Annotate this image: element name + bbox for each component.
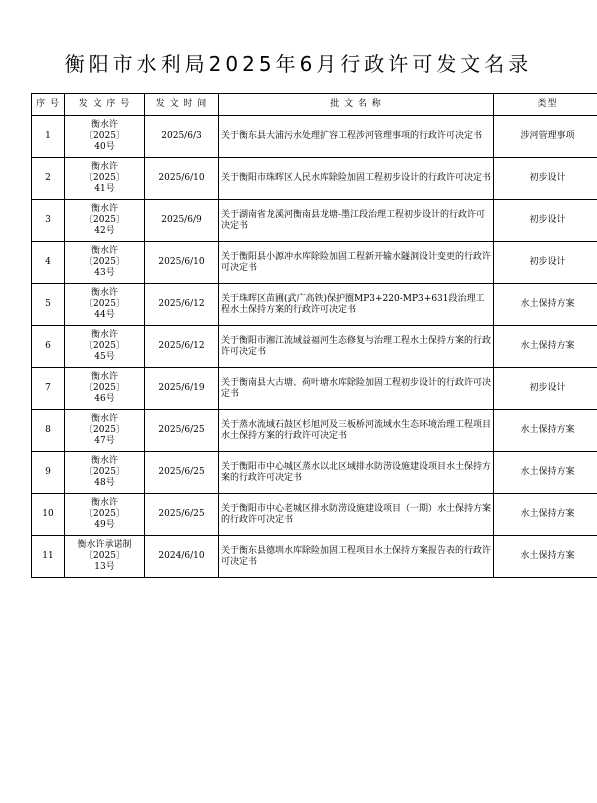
cell-type: 涉河管理事项 — [494, 116, 597, 158]
cell-seq: 7 — [32, 368, 65, 410]
table-row — [32, 242, 597, 284]
cell-doc-number: 衡水许 〔2025〕 40号 — [65, 116, 145, 158]
cell-doc-number: 衡水许 〔2025〕 43号 — [65, 242, 145, 284]
cell-type: 初步设计 — [494, 368, 597, 410]
cell-issue-date: 2025/6/10 — [145, 158, 219, 200]
cell-type: 水土保持方案 — [494, 284, 597, 326]
cell-document-name: 关于衡阳市中心老城区排水防涝设施建设项目（一期）水土保持方案的行政许可决定书 — [219, 494, 494, 536]
cell-document-name: 关于衡阳市湘江流域益福河生态修复与治理工程水土保持方案的行政许可决定书 — [219, 326, 494, 368]
table-row — [32, 116, 597, 158]
cell-seq: 4 — [32, 242, 65, 284]
cell-seq: 8 — [32, 410, 65, 452]
cell-doc-number: 衡水许 〔2025〕 46号 — [65, 368, 145, 410]
cell-document-name: 关于衡阳市珠晖区人民水库除险加固工程初步设计的行政许可决定书 — [219, 158, 494, 200]
cell-type: 水土保持方案 — [494, 410, 597, 452]
cell-doc-number: 衡水许 〔2025〕 47号 — [65, 410, 145, 452]
cell-seq: 11 — [32, 536, 65, 578]
cell-document-name: 关于衡南县大古塘、荷叶塘水库除险加固工程初步设计的行政许可决定书 — [219, 368, 494, 410]
cell-doc-number: 衡水许 〔2025〕 41号 — [65, 158, 145, 200]
cell-doc-number: 衡水许 〔2025〕 42号 — [65, 200, 145, 242]
header-seq: 序 号 — [32, 94, 65, 116]
table-row — [32, 410, 597, 452]
cell-doc-number: 衡水许 〔2025〕 44号 — [65, 284, 145, 326]
cell-issue-date: 2025/6/19 — [145, 368, 219, 410]
table-row — [32, 200, 597, 242]
cell-issue-date: 2025/6/12 — [145, 284, 219, 326]
cell-document-name: 关于衡阳县小源冲水库除险加固工程新开输水隧洞设计变更的行政许可决定书 — [219, 242, 494, 284]
cell-type: 水土保持方案 — [494, 326, 597, 368]
cell-issue-date: 2025/6/12 — [145, 326, 219, 368]
cell-document-name: 关于珠晖区苗圃(武广高铁)保护圈MP3+220-MP3+631段治理工程水土保持方案的行政许可决定书 — [219, 284, 494, 326]
cell-seq: 9 — [32, 452, 65, 494]
cell-issue-date: 2025/6/25 — [145, 494, 219, 536]
permit-records-table — [31, 93, 597, 578]
cell-doc-number: 衡水许承诺制 〔2025〕 13号 — [65, 536, 145, 578]
cell-seq: 3 — [32, 200, 65, 242]
cell-document-name: 关于衡阳市中心城区蒸水以北区域排水防涝设施建设项目水土保持方案的行政许可决定书 — [219, 452, 494, 494]
cell-seq: 6 — [32, 326, 65, 368]
cell-type: 初步设计 — [494, 242, 597, 284]
cell-type: 初步设计 — [494, 200, 597, 242]
cell-doc-number: 衡水许 〔2025〕 49号 — [65, 494, 145, 536]
cell-seq: 10 — [32, 494, 65, 536]
table-row — [32, 452, 597, 494]
cell-type: 水土保持方案 — [494, 494, 597, 536]
cell-seq: 1 — [32, 116, 65, 158]
cell-doc-number: 衡水许 〔2025〕 48号 — [65, 452, 145, 494]
cell-type: 水土保持方案 — [494, 452, 597, 494]
cell-issue-date: 2025/6/25 — [145, 410, 219, 452]
table-header-row — [32, 94, 597, 116]
cell-doc-number: 衡水许 〔2025〕 45号 — [65, 326, 145, 368]
cell-seq: 5 — [32, 284, 65, 326]
cell-document-name: 关于湖南省龙溪河衡南县龙塘-墨江段治理工程初步设计的行政许可决定书 — [219, 200, 494, 242]
header-type: 类型 — [494, 94, 597, 116]
table-row — [32, 368, 597, 410]
table-row — [32, 536, 597, 578]
cell-seq: 2 — [32, 158, 65, 200]
cell-issue-date: 2025/6/25 — [145, 452, 219, 494]
table-row — [32, 494, 597, 536]
table-row — [32, 284, 597, 326]
table-row — [32, 158, 597, 200]
cell-document-name: 关于衡东县德圳水库除险加固工程项目水土保持方案报告表的行政许可决定书 — [219, 536, 494, 578]
table-row — [32, 326, 597, 368]
cell-type: 初步设计 — [494, 158, 597, 200]
cell-issue-date: 2024/6/10 — [145, 536, 219, 578]
cell-issue-date: 2025/6/10 — [145, 242, 219, 284]
page-title: 衡阳市水利局2025年6月行政许可发文名录 — [64, 52, 533, 76]
cell-document-name: 关于蒸水流域石鼓区杉旭河及三板桥河流域水生态环境治理工程项目水土保持方案的行政许可决定书 — [219, 410, 494, 452]
header-doc-number: 发 文 序 号 — [65, 94, 145, 116]
cell-issue-date: 2025/6/3 — [145, 116, 219, 158]
header-document-name: 批 文 名 称 — [219, 94, 494, 116]
cell-document-name: 关于衡东县大浦污水处理扩容工程涉河管理事项的行政许可决定书 — [219, 116, 494, 158]
header-issue-date: 发 文 时 间 — [145, 94, 219, 116]
cell-type: 水土保持方案 — [494, 536, 597, 578]
cell-issue-date: 2025/6/9 — [145, 200, 219, 242]
